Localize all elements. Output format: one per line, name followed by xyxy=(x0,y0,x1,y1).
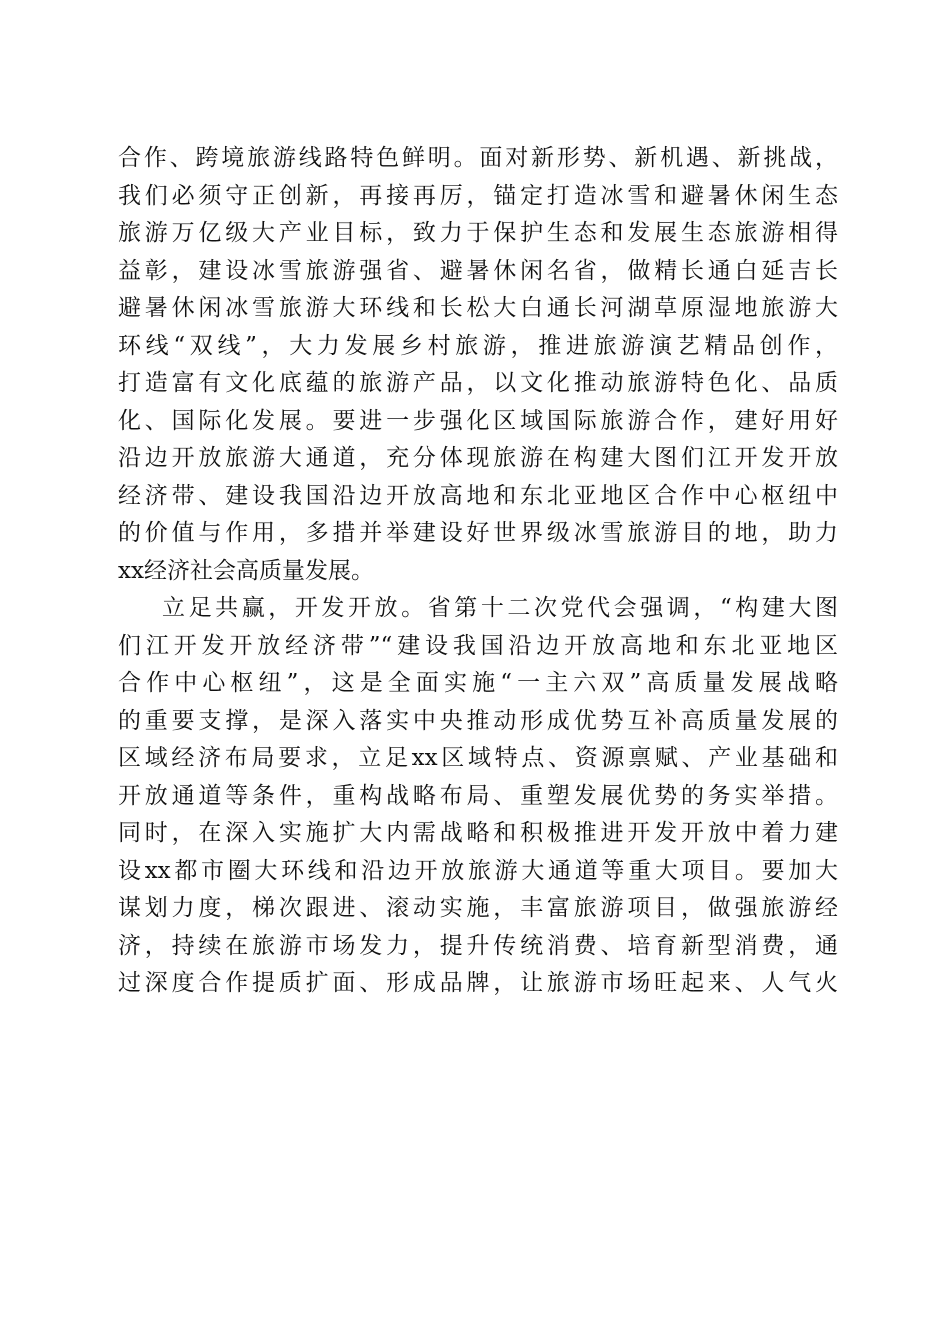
paragraph-line: 打造富有文化底蕴的旅游产品，以文化推动旅游特色化、品质 xyxy=(118,370,838,396)
paragraph-line: 合作中心枢纽”，这是全面实施“一主六双”高质量发展战略 xyxy=(118,670,838,696)
paragraph-2 xyxy=(118,590,838,1003)
paragraph-line: 的重要支撑，是深入落实中央推动形成优势互补高质量发展的 xyxy=(118,707,838,734)
paragraph-line: 设xx都市圈大环线和沿边开放旅游大通道等重大项目。要加大 xyxy=(118,857,838,884)
paragraph-line: 益彰，建设冰雪旅游强省、避暑休闲名省，做精长通白延吉长 xyxy=(118,257,838,284)
paragraph-1 xyxy=(118,140,838,590)
paragraph-line: 过深度合作提质扩面、形成品牌，让旅游市场旺起来、人气火 xyxy=(118,970,838,996)
paragraph-line: 区域经济布局要求，立足xx区域特点、资源禀赋、产业基础和 xyxy=(118,745,838,771)
paragraph-line: 我们必须守正创新，再接再厉，锚定打造冰雪和避暑休闲生态 xyxy=(118,182,838,209)
paragraph-line: 沿边开放旅游大通道，充分体现旅游在构建大图们江开发开放 xyxy=(118,445,838,471)
paragraph-line: 合作、跨境旅游线路特色鲜明。面对新形势、新机遇、新挑战， xyxy=(118,145,838,171)
paragraph-line: 开放通道等条件，重构战略布局、重塑发展优势的务实举措。 xyxy=(118,782,838,809)
paragraph-line: xx经济社会高质量发展。 xyxy=(118,557,374,584)
paragraph-line: 经济带、建设我国沿边开放高地和东北亚地区合作中心枢纽中 xyxy=(118,482,838,509)
paragraph-line: 立足共赢，开发开放。省第十二次党代会强调，“构建大图 xyxy=(162,595,838,621)
paragraph-line: 们江开发开放经济带”“建设我国沿边开放高地和东北亚地区 xyxy=(118,632,838,659)
paragraph-line: 避暑休闲冰雪旅游大环线和长松大白通长河湖草原湿地旅游大 xyxy=(118,295,838,321)
paragraph-line: 化、国际化发展。要进一步强化区域国际旅游合作，建好用好 xyxy=(118,407,838,434)
paragraph-line: 济，持续在旅游市场发力，提升传统消费、培育新型消费，通 xyxy=(118,932,838,959)
paragraph-line: 环线“双线”，大力发展乡村旅游，推进旅游演艺精品创作， xyxy=(118,332,838,359)
paragraph-line: 谋划力度，梯次跟进、滚动实施，丰富旅游项目，做强旅游经 xyxy=(118,895,838,921)
paragraph-line: 的价值与作用，多措并举建设好世界级冰雪旅游目的地，助力 xyxy=(118,520,838,546)
paragraph-line: 旅游万亿级大产业目标，致力于保护生态和发展生态旅游相得 xyxy=(118,220,838,246)
paragraph-line: 同时，在深入实施扩大内需战略和积极推进开发开放中着力建 xyxy=(118,820,838,846)
body-text xyxy=(118,140,838,1003)
